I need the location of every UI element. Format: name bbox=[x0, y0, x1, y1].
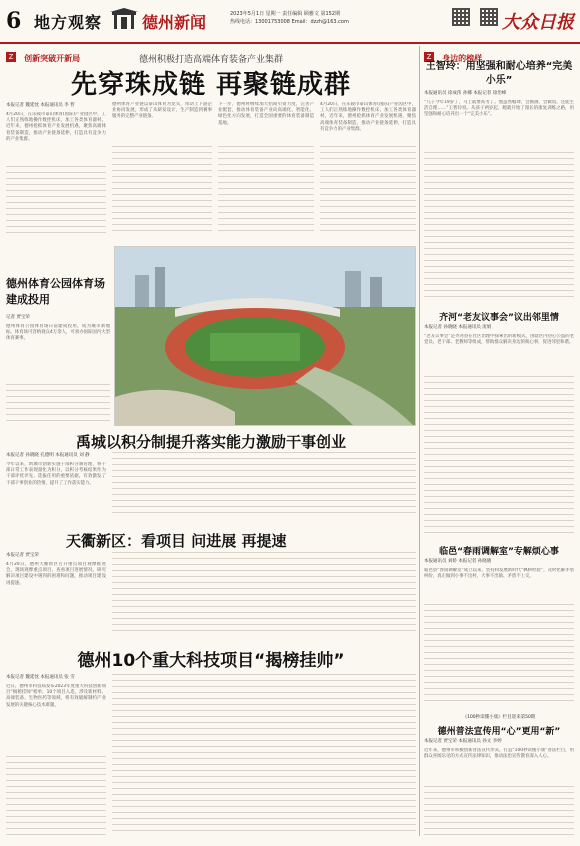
photo-caption-text: 德州体育公园体育场日前建成投用，成为城市新地标。体育场可容纳观众4万余人，可承办国际国内大型体育赛事。 bbox=[6, 324, 110, 342]
story-text: “老友议事会”是齐河县在社区治理中探索出的新模式，由辖区内热心公益的老党员、老干部、老教师等组成，帮助群众解决身边的烦心事，促进邻里和谐。 bbox=[424, 334, 574, 346]
masthead-logo: 大众日报 bbox=[502, 12, 574, 33]
text-lines bbox=[6, 166, 106, 236]
lead-paragraph: 德州体育产业链以泰山体育为龙头，带动上下游企业协同发展，形成了从研发设计、生产制造到赛事服务的完整产业链条。 bbox=[112, 102, 212, 120]
story-byline: 本报记者 孙晓晓 本报通讯员 庞娟 bbox=[424, 325, 492, 330]
story-byline: 本报通讯员 刘娇 本报记者 孙晓晓 bbox=[424, 559, 492, 564]
text-lines bbox=[218, 146, 314, 236]
story-headline: 齐河“老友议事会”议出邻里情 bbox=[439, 313, 559, 323]
story-headline: 德州普法宣传用“心”更用“新” bbox=[437, 727, 561, 737]
text-lines bbox=[424, 786, 574, 836]
story-headline: 天衢新区：看项目 问进展 再提速 bbox=[66, 532, 287, 550]
column-divider bbox=[419, 46, 420, 836]
column-title: 德州新闻 bbox=[142, 13, 207, 32]
text-lines bbox=[112, 452, 416, 518]
tag-icon: Z bbox=[6, 52, 16, 62]
qr-code-icon bbox=[480, 8, 498, 26]
text-lines bbox=[112, 674, 416, 836]
lead-paragraph: 下一步，德州将继续加大招商引资力度，完善产业配套，推动体育装备产业向高端化、智能化、绿色化方向发展，打造全国重要的体育装备制造基地。 bbox=[218, 102, 314, 126]
story-note: 《100秒读懂小康》栏目迎来第50期 bbox=[462, 715, 536, 720]
text-lines bbox=[6, 384, 110, 424]
photo-caption-byline: 记者 贾宝荣 bbox=[6, 315, 30, 320]
text-lines bbox=[424, 152, 574, 302]
story-headline: 禹城以积分制提升落实能力激励干事创业 bbox=[75, 433, 346, 451]
story-text: 4月20日，德州天衢新区召开重点项目观摩推进会，现场观摩重点项目，查看项目进展情况，研究解决项目建设中遇到的困难和问题，推动项目建设再提速。 bbox=[6, 562, 106, 586]
story-byline: 本报记者 孙晓晓 孔德明 本报通讯员 刘 静 bbox=[6, 453, 90, 458]
text-lines bbox=[424, 376, 574, 536]
text-lines bbox=[424, 604, 574, 704]
lead-headline: 先穿珠成链 再聚链成群 bbox=[70, 70, 352, 100]
story-text: “儿子今年19岁了，马上就要高考了。他虽然嗷聋，会画画，会做饭，还能生活自理……”王智玲说。从孩子两岁起，她就开始了漫长的康复训练之路，用坚强和耐心培养出一个“完美小乐”。 bbox=[424, 100, 574, 118]
story-headline: 德州10个重大科技项目“揭榜挂帅” bbox=[77, 651, 345, 671]
archway-icon bbox=[110, 8, 138, 30]
text-lines bbox=[6, 756, 106, 836]
section-tag: 身边的榜样 bbox=[442, 54, 483, 63]
text-lines bbox=[112, 146, 212, 236]
story-byline: 本报通讯员 徐成伟 孙娜 本报记者 徐治峰 bbox=[424, 91, 507, 96]
story-text: 今年以来，禹城市创新实施干部积分制管理，将干部日常工作表现量化为积分，以积分考核结果作为干部评优评先、选拔任用的重要依据，有效激发了干部干事创业的热情，提升了工作落实能力。 bbox=[6, 462, 106, 486]
story-byline: 本报记者 魏延忱 本报通讯员 张 雪 bbox=[6, 675, 75, 680]
story-headline: 临邑“春雨调解室”专解烦心事 bbox=[439, 547, 559, 557]
lead-byline: 本报记者 魏延忱 本报通讯员 李 哲 bbox=[6, 103, 75, 108]
right-column bbox=[424, 46, 574, 760]
text-lines bbox=[320, 146, 416, 236]
story-text: 近日，德州市科技局发布2023年度重大科技创新项目“揭榜挂帅”榜单，10个项目入选，涉及新材料、高端装备、生物医药等领域，将有效破解制约产业发展的关键核心技术难题。 bbox=[6, 684, 106, 708]
lead-subtitle: 德州积极打造高端体育装备产业集群 bbox=[138, 55, 283, 65]
photo-caption bbox=[6, 246, 110, 426]
stadium-photo bbox=[114, 246, 416, 426]
qr-code-icon bbox=[452, 8, 470, 26]
story-headline: 王智玲：用坚强和耐心培养“完美小乐” bbox=[425, 61, 573, 86]
section-tag: 创新突破开新局 bbox=[24, 54, 81, 63]
text-lines bbox=[112, 552, 416, 632]
lead-paragraph: 4月20日，在乐陵市泰山体育(国际)产业园区中，工人们正熟练地操作数控机床，加工各类体育器材。近年来，德州抢抓体育产业发展机遇，聚焦高端体育装备制造，推动产业链条延伸，打造具有竞争力的产业集群。 bbox=[6, 112, 106, 142]
lead-paragraph: 4月20日，在乐陵市泰山体育(国际)产业园区中，工人们正熟练地操作数控机床，加工各类体育器材。近年来，德州抢抓体育产业发展机遇，聚焦高端体育装备制造，推动产业链条延伸，打造具有竞争力的产业集群。 bbox=[320, 102, 416, 132]
story-text: 临邑县“春雨调解室”成立以来，坚持和发展新时代“枫桥经验”，及时化解矛盾纠纷，真正做到小事不出村、大事不出镇、矛盾不上交。 bbox=[424, 568, 574, 580]
tag-icon: Z bbox=[424, 52, 434, 62]
story-byline: 本报记者 贾宝荣 bbox=[6, 553, 39, 558]
page-header bbox=[0, 0, 580, 44]
issue-meta: 2023年5月1日 星期一 责任编辑 顾雅文 第152期 热线电话：13001753008 Email：dzzh@163.com bbox=[230, 11, 349, 25]
page-number: 6 bbox=[6, 8, 22, 34]
story-text: 近年来，德州市积极创新普法宣传形式，打造“100秒读懂小康”普法栏目，用群众喜闻乐见的方式宣传法律知识，推动法治宣传教育深入人心。 bbox=[424, 748, 574, 760]
story-byline: 本报记者 贾宝荣 本报通讯员 孙文 李婷 bbox=[424, 739, 502, 744]
photo-caption-title: 德州体育公园体育场建成投用 bbox=[6, 277, 105, 306]
section-name: 地方观察 bbox=[34, 13, 103, 32]
